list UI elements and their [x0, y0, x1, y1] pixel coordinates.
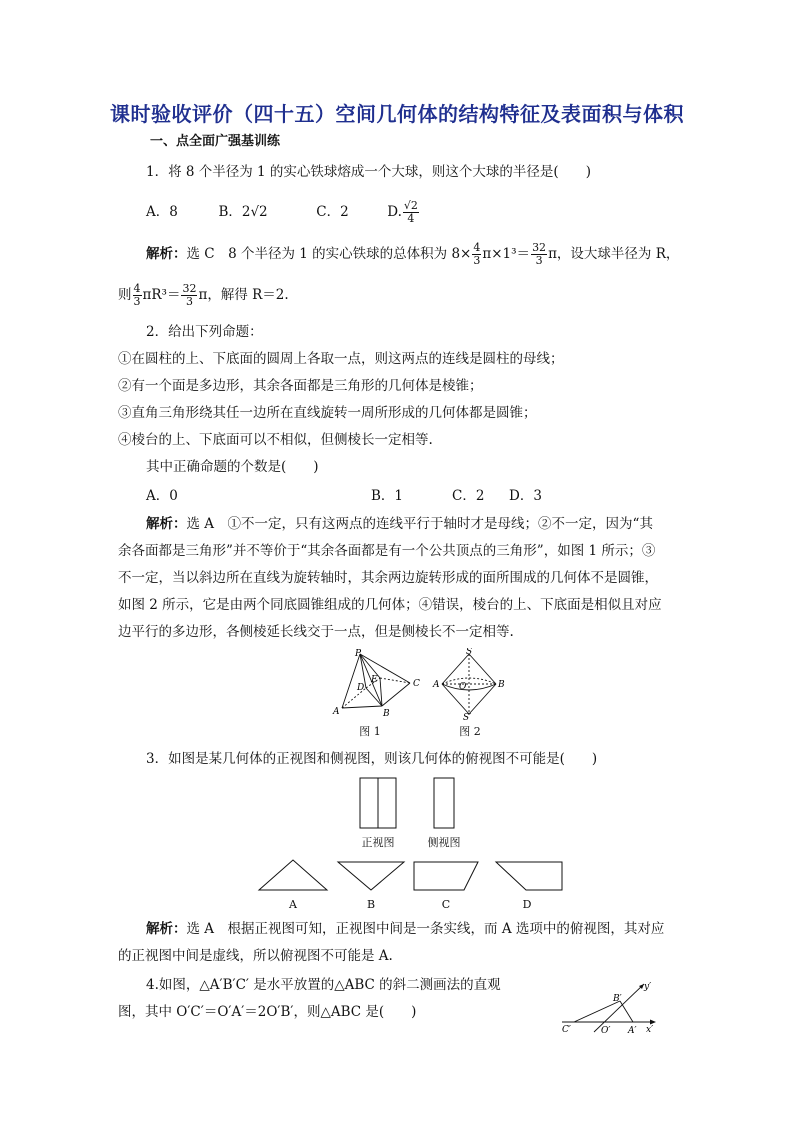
q2-item-2: ②有一个面是多边形，其余各面都是三角形的几何体是棱锥；	[118, 378, 483, 394]
q1-option-b: B．2√2	[218, 204, 268, 220]
fig1-label-c: C	[413, 679, 420, 689]
q1-option-d-fraction: $\frac{√2}{4}$	[403, 199, 418, 225]
q2-option-c: C．2	[452, 488, 485, 504]
q2-question: 其中正确命题的个数是( )	[146, 459, 319, 475]
q4-stem-line-2: 图，其中 O′C′＝O′A′＝2O′B′，则△ABC 是( )	[118, 1004, 417, 1020]
q4-stem-line-1: 4.如图，△A′B′C′ 是水平放置的△ABC 的斜二测画法的直观	[146, 977, 501, 993]
q2-solution-line-3: 不一定，当以斜边所在直线为旋转轴时，其余两边旋转形成的面所围成的几何体不是圆锥，	[118, 570, 658, 586]
fig1-label-e: E	[371, 675, 378, 685]
top-view-options	[256, 856, 586, 894]
fig1-label-p: P	[355, 649, 362, 659]
q2-option-d: D．3	[509, 488, 542, 504]
q2-item-1: ①在圆柱的上、下底面的圆周上各取一点，则这两点的连线是圆柱的母线；	[118, 351, 564, 367]
q2-solution-label: 解析：	[146, 516, 187, 532]
q2-option-a: A．0	[146, 488, 178, 504]
q2-solution-line-5: 边平行的多边形，各侧棱延长线交于一点，但是侧棱长不一定相等.	[118, 624, 514, 640]
q4-oblique-figure	[558, 976, 662, 1036]
side-view-figure	[432, 776, 456, 830]
q1-solution-line-1: 解析：选 C 8 个半径为 1 的实心铁球的总体积为 8× $\frac{4}{3}$ π×1³＝ $\frac{32}{3}$ π，设大球半径为 R，	[146, 241, 680, 267]
q2-option-b: B．1	[371, 488, 404, 504]
fig2-label-b: B	[498, 680, 505, 690]
q1-solution-label: 解析：	[146, 246, 187, 262]
q2-solution-line-2: 余各面都是三角形”并不等价于“其余各面都是有一个公共顶点的三角形”，如图 1 所示；③	[118, 543, 656, 559]
q1-options	[146, 200, 420, 225]
q1-solution-line-2: 则 $\frac{4}{3}$ πR³＝ $\frac{32}{3}$ π，解得 R＝2.	[118, 282, 289, 308]
q3-stem: 3．如图是某几何体的正视图和侧视图，则该几何体的俯视图不可能是( )	[146, 751, 598, 767]
q2-solution-line-1: 解析：选 A ①不一定，只有这两点的连线平行于轴时才是母线；②不一定，因为“其	[146, 516, 653, 532]
option-a-label: A	[289, 898, 297, 911]
fig2-label-o: O	[459, 682, 467, 692]
option-c-label: C	[441, 898, 451, 911]
page-title: 课时验收评价（四十五）空间几何体的结构特征及表面积与体积	[110, 102, 684, 126]
fig1-label-a: A	[333, 707, 340, 717]
q4-label-y: y′	[644, 982, 652, 992]
fig1-label-b: B	[383, 709, 390, 719]
option-d-label: D	[522, 898, 532, 911]
q2-item-4: ④棱台的上、下底面可以不相似，但侧棱长一定相等.	[118, 432, 433, 448]
option-b-label: B	[366, 898, 376, 911]
q3-solution-label: 解析：	[146, 921, 187, 937]
fig2-label-s: S	[466, 648, 473, 657]
q3-solution-line-1: 解析：选 A 根据正视图可知，正视图中间是一条实线，而 A 选项中的俯视图，其对应	[146, 921, 665, 937]
q1-stem: 1．将 8 个半径为 1 的实心铁球熔成一个大球，则这个大球的半径是( )	[146, 164, 591, 180]
q2-solution-line-4: 如图 2 所示，它是由两个同底圆锥组成的几何体；④错误，棱台的上、下底面是相似且对应	[118, 597, 662, 613]
q4-label-x: x′	[646, 1025, 654, 1035]
q2-item-3: ③直角三角形绕其任一边所在直线旋转一周所形成的几何体都是圆锥；	[118, 405, 537, 421]
q1-option-d: D.	[387, 204, 402, 220]
front-view-caption: 正视图	[361, 836, 395, 849]
q4-label-b: B′	[613, 994, 622, 1004]
figure-1-solid	[320, 648, 430, 720]
q1-option-a: A．8	[146, 204, 178, 220]
q4-label-o: O′	[601, 1026, 611, 1036]
fig2-label-a: A	[433, 680, 440, 690]
figure-2-caption: 图 2	[459, 725, 481, 738]
fig2-label-s-prime: S′	[463, 713, 472, 720]
q4-label-a: A′	[628, 1026, 637, 1036]
figure-1-caption: 图 1	[359, 725, 381, 738]
q4-label-c: C′	[562, 1025, 571, 1035]
q2-stem: 2．给出下列命题：	[146, 324, 263, 340]
q1-option-c: C．2	[316, 204, 349, 220]
q3-solution-line-2: 的正视图中间是虚线，所以俯视图不可能是 A.	[118, 948, 393, 964]
figure-2-double-cone	[430, 648, 510, 720]
side-view-caption: 侧视图	[427, 836, 461, 849]
front-view-figure	[358, 776, 398, 830]
fig1-label-d: D	[357, 683, 365, 693]
section-heading: 一、点全面广强基训练	[150, 134, 281, 149]
